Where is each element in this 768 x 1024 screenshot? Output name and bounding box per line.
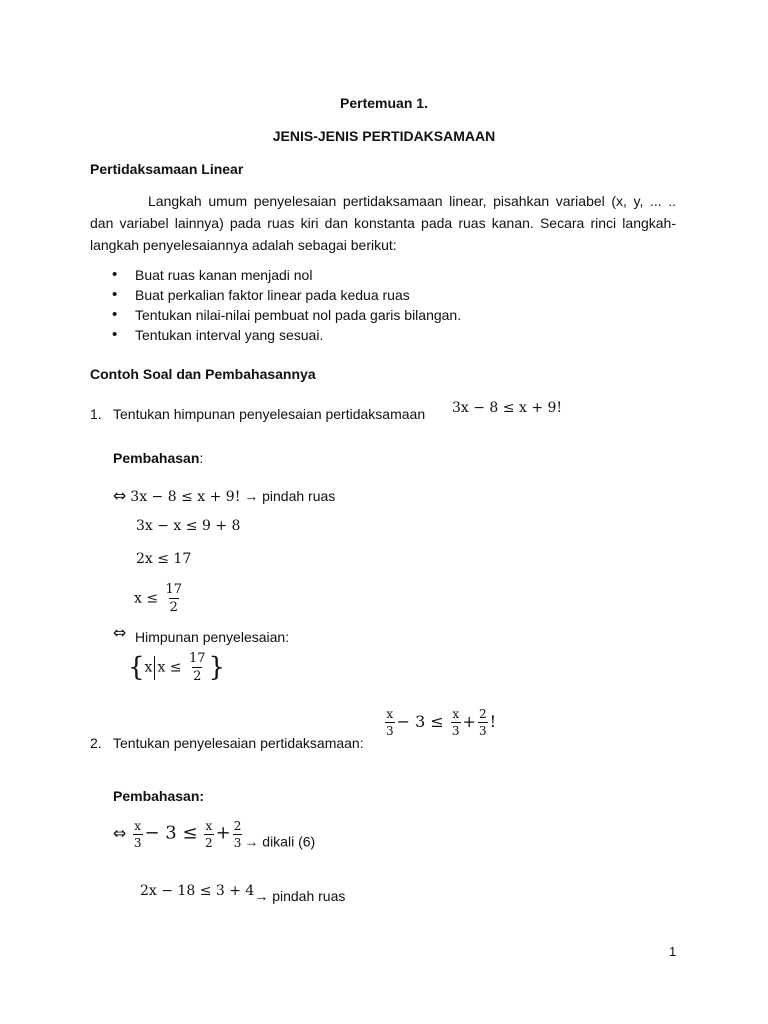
fraction-numerator: 2	[233, 819, 242, 833]
question-1-number: 1.	[90, 406, 102, 422]
q2-step-2-expression: 2x − 18 ≤ 3 + 4	[140, 883, 255, 899]
q1-step-4-fraction	[165, 583, 184, 614]
intro-paragraph-text: Langkah umum penyelesaian pertidaksamaan linear, pisahkan variabel (x, y, ... .. dan variabel lainnya) pada ruas kiri dan konstanta pada ruas kanan. Secara rinci langkah-langkah penyelesaiannya adalah sebagai berikut:	[90, 193, 676, 253]
q2-step-1-fraction-3	[233, 820, 243, 849]
intro-paragraph	[90, 190, 676, 256]
fraction-numerator: 17	[188, 651, 206, 666]
discussion-1-colon: :	[199, 450, 204, 466]
set-variable: x	[144, 659, 153, 676]
list-item: • Buat ruas kanan menjadi nol	[90, 265, 461, 285]
meeting-title: Pertemuan 1.	[340, 95, 428, 111]
list-item: • Tentukan nilai-nilai pembuat nol pada garis bilangan.	[90, 305, 461, 325]
fraction-numerator: x	[386, 707, 394, 721]
set-separator-bar	[154, 656, 155, 680]
question-2-number: 2.	[90, 735, 102, 751]
q1-solution-set	[128, 652, 225, 683]
q2-fraction-3	[478, 708, 488, 737]
q2-step-1-fraction-1	[133, 820, 143, 849]
fraction-denominator: 2	[205, 836, 213, 850]
page-title: JENIS-JENIS PERTIDAKSAMAAN	[272, 128, 496, 144]
q2-step-1-plus: +	[215, 822, 231, 844]
section-heading-linear: Pertidaksamaan Linear	[90, 161, 244, 177]
question-1-text: Tentukan himpunan penyelesaian pertidaksamaan	[113, 406, 426, 422]
question-1-expression: 3x − 8 ≤ x + 9!	[452, 400, 563, 416]
q1-step-1-note: → pindah ruas	[244, 488, 336, 504]
list-item: • Buat perkalian faktor linear pada kedua ruas	[90, 285, 461, 305]
q1-solution-label: Himpunan penyelesaian:	[135, 629, 290, 645]
fraction-denominator: 3	[233, 836, 242, 850]
equivalence-icon: ⇔	[113, 486, 127, 505]
q2-fraction-1	[385, 708, 395, 737]
fraction-numerator: x	[452, 707, 460, 721]
q1-solution-line	[113, 623, 126, 642]
question-2-expression	[383, 708, 496, 737]
section-heading-examples: Contoh Soal dan Pembahasannya	[90, 366, 316, 382]
set-close-brace: }	[208, 652, 226, 683]
q2-step-2-note: → pindah ruas	[254, 888, 346, 904]
q2-step-2	[140, 882, 346, 904]
fraction-numerator: x	[134, 819, 142, 833]
fraction-denominator: 2	[169, 600, 178, 615]
q1-step-4	[134, 583, 185, 614]
fraction-denominator: 3	[133, 836, 142, 850]
steps-list	[90, 265, 461, 345]
equivalence-icon: ⇔	[113, 823, 127, 843]
fraction-denominator: 3	[386, 724, 394, 738]
question-2-text: Tentukan penyelesaian pertidaksamaan:	[113, 735, 364, 751]
fraction-numerator: x	[205, 819, 213, 833]
discussion-2-label: Pembahasan:	[113, 788, 205, 804]
fraction-numerator: 2	[478, 707, 487, 721]
q1-step-4-lhs: x ≤	[134, 590, 159, 607]
list-item: • Tentukan interval yang sesuai.	[90, 325, 461, 345]
q2-step-1-fraction-2	[204, 820, 214, 849]
q1-step-1-expression: 3x − 8 ≤ x + 9!	[130, 489, 241, 505]
q2-exclamation: !	[489, 712, 497, 731]
q1-step-3: 2x ≤ 17	[136, 551, 192, 567]
fraction-denominator: 3	[451, 724, 460, 738]
discussion-1-label-text: Pembahasan	[113, 450, 200, 466]
q1-step-2: 3x − x ≤ 9 + 8	[136, 518, 241, 534]
fraction-numerator: 17	[165, 582, 183, 597]
q2-middle: − 3 ≤	[396, 712, 444, 731]
fraction-denominator: 2	[193, 669, 202, 684]
q2-plus: +	[462, 712, 476, 731]
q2-step-1-middle: − 3 ≤	[144, 822, 198, 844]
set-fraction	[188, 652, 207, 683]
q2-step-1	[113, 820, 315, 850]
fraction-denominator: 3	[478, 724, 487, 738]
equivalence-icon: ⇔	[113, 623, 127, 642]
set-open-brace: {	[128, 652, 145, 683]
set-condition: x ≤	[157, 659, 182, 676]
discussion-1-label	[113, 450, 203, 466]
q2-step-1-note: → dikali (6)	[244, 833, 316, 850]
page-number: 1	[669, 944, 677, 959]
q1-step-1	[113, 486, 335, 505]
q2-fraction-2	[451, 708, 461, 737]
